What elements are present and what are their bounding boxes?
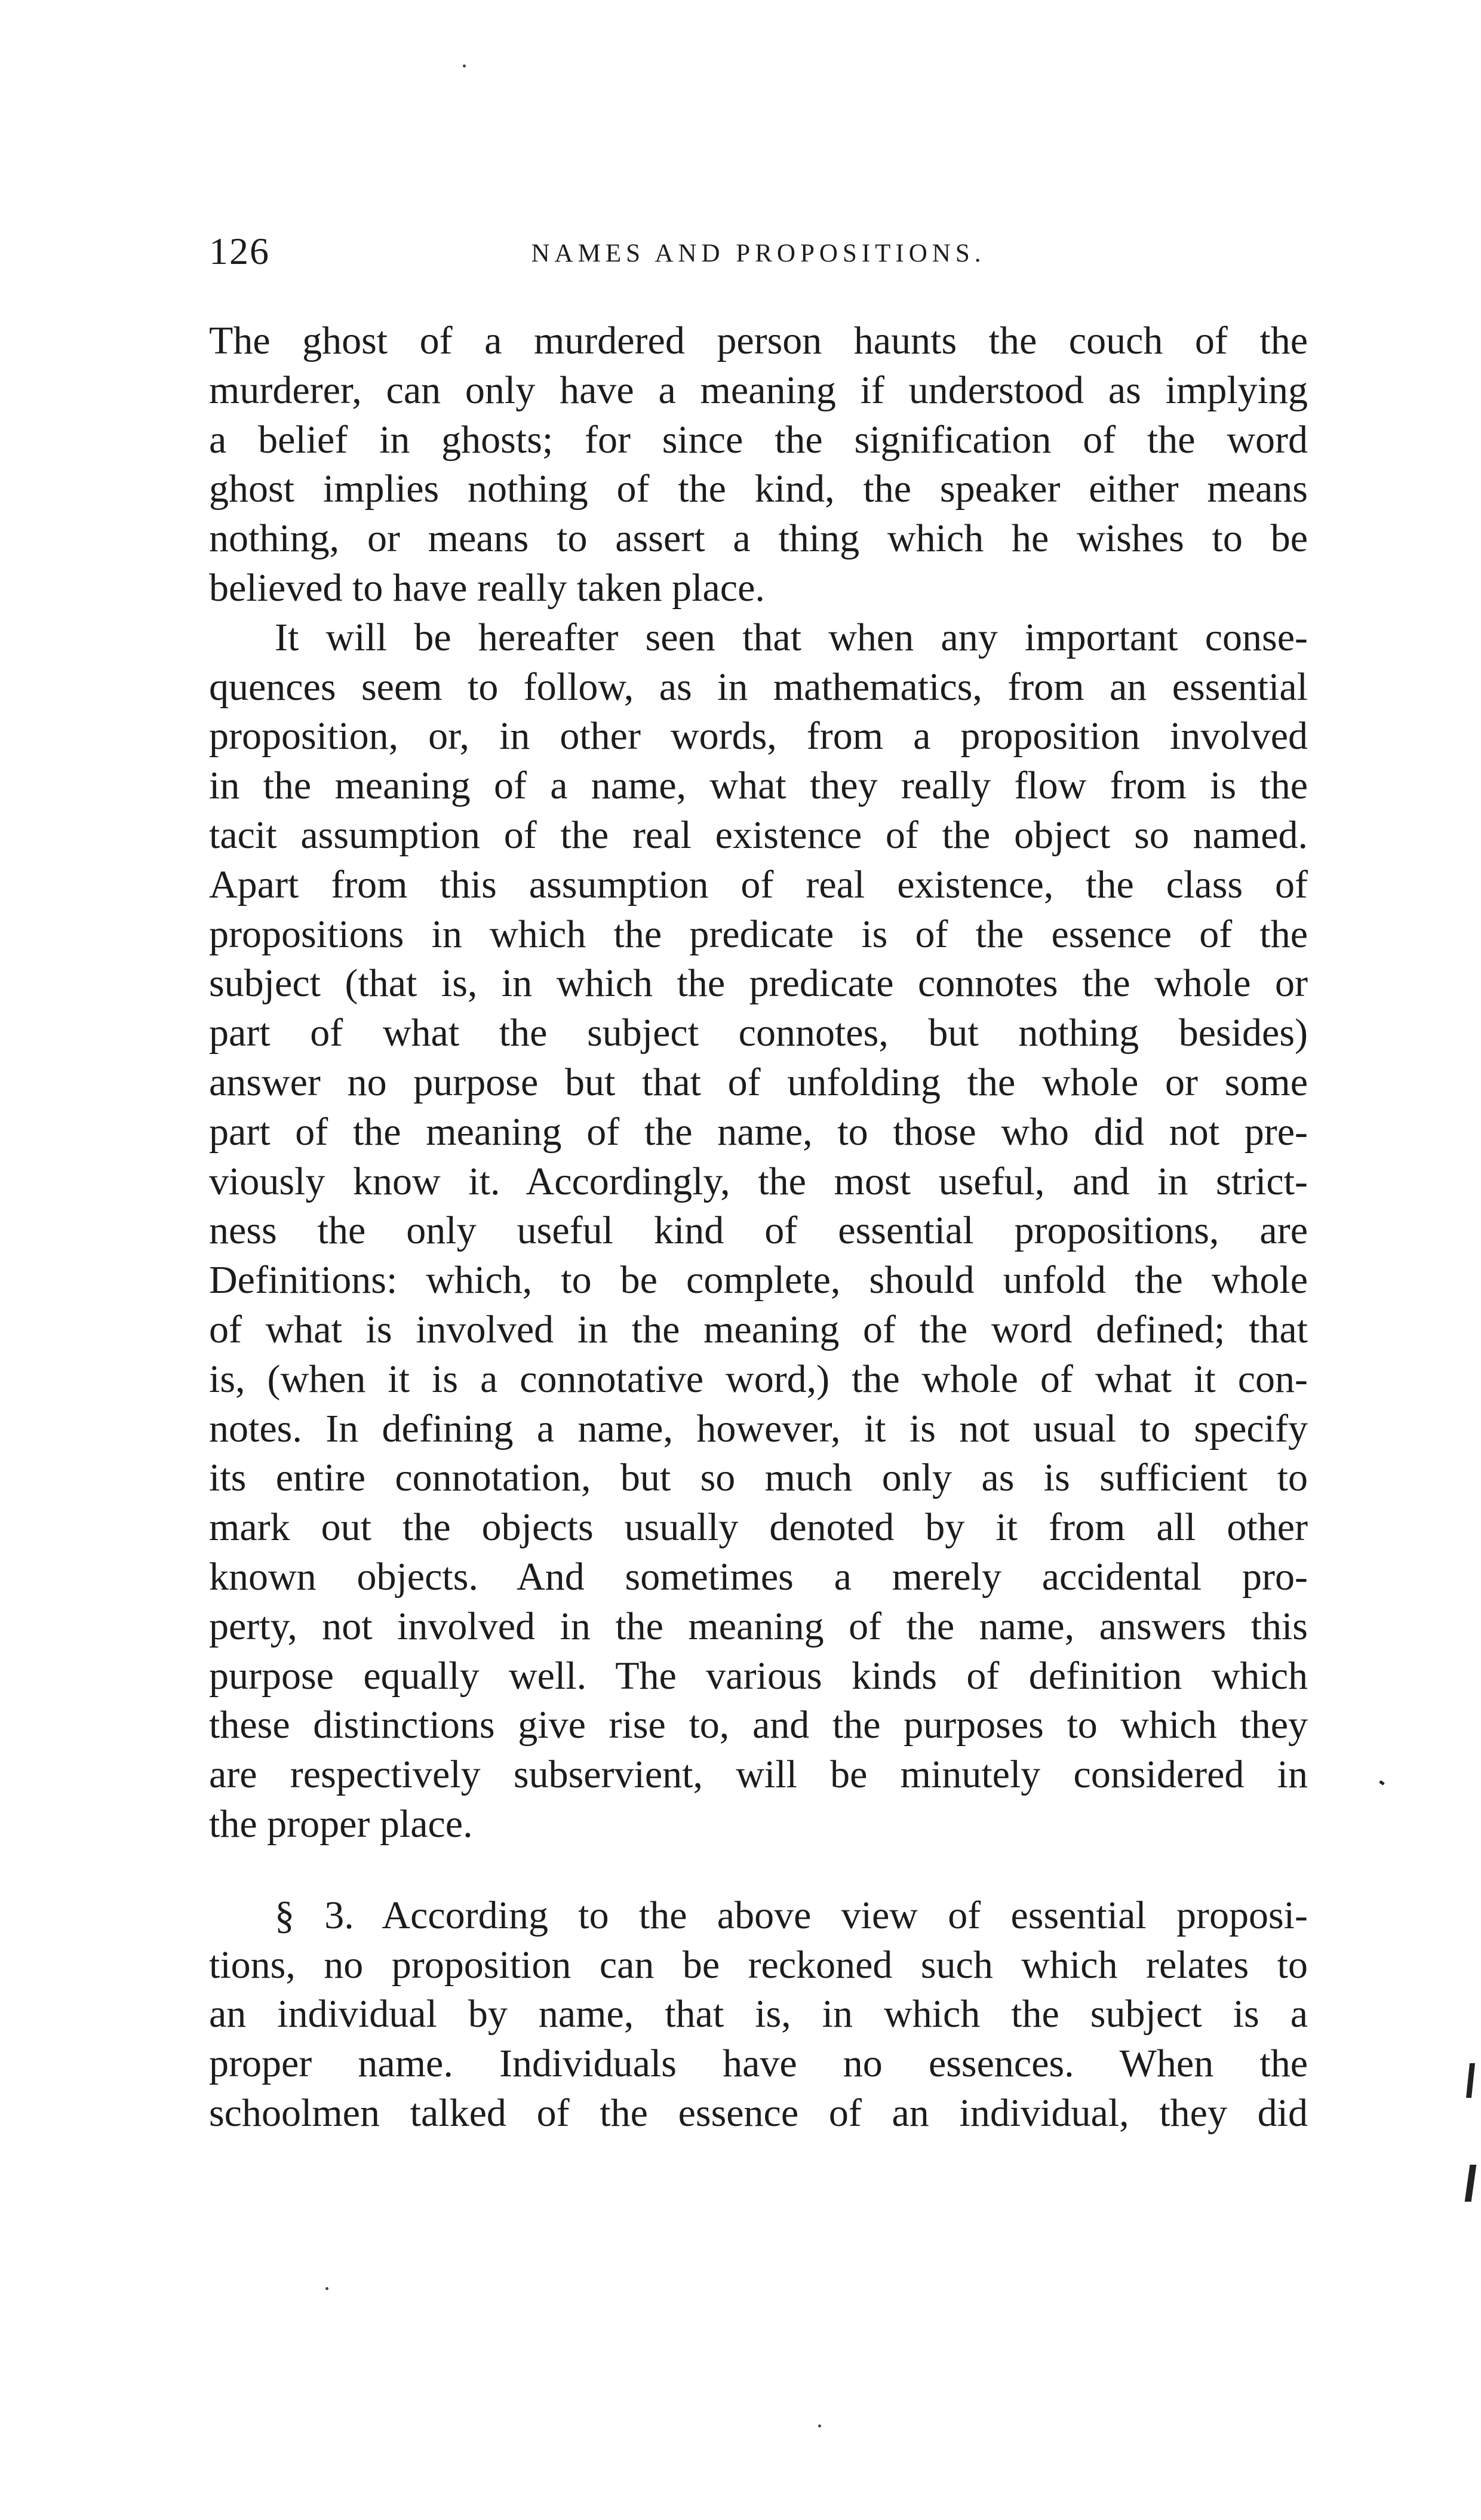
text-line: murderer, can only have a meaning if understood as implying xyxy=(209,368,1308,412)
text-line: in the meaning of a name, what they really flow from is the xyxy=(209,764,1308,808)
text-line: an individual by name, that is, in which the subject is a xyxy=(209,1992,1308,2036)
text-line: nothing, or means to assert a thing which he wishes to be xyxy=(209,517,1308,561)
text-line: notes. In defining a name, however, it is not usual to specify xyxy=(209,1406,1308,1450)
scan-speck xyxy=(818,2424,821,2427)
text-line: mark out the objects usually denoted by it from all other xyxy=(209,1505,1308,1550)
text-line: known objects. And sometimes a merely accidental pro- xyxy=(209,1554,1308,1599)
text-line: Apart from this assumption of real existence, the class of xyxy=(209,862,1308,906)
text-line: perty, not involved in the meaning of the name, answers this xyxy=(209,1604,1308,1648)
text-line: proper name. Individuals have no essences. When the xyxy=(209,2042,1308,2086)
page-number: 126 xyxy=(209,230,270,272)
text-line: The ghost of a murdered person haunts the couch of the xyxy=(209,319,1308,362)
text-line: the proper place. xyxy=(209,1802,473,1846)
scan-mark xyxy=(1465,2165,1477,2202)
paragraph-essential-propositions xyxy=(209,613,1308,1849)
text-line: Definitions: which, to be complete, should unfold the whole xyxy=(209,1258,1308,1302)
text-line: is, (when it is a connotative word,) the whole of what it con- xyxy=(209,1357,1308,1401)
paragraph-section-3 xyxy=(209,1891,1308,2138)
section-divider-space xyxy=(209,1849,1308,1891)
scan-mark xyxy=(1466,2063,1475,2098)
text-line: part of what the subject connotes, but nothing besides) xyxy=(209,1011,1308,1055)
text-line: answer no purpose but that of unfolding the whole or some xyxy=(209,1060,1308,1104)
text-line: ghost implies nothing of the kind, the speaker either means xyxy=(209,467,1308,511)
text-line: proposition, or, in other words, from a proposition involved xyxy=(209,714,1308,758)
text-line: its entire connotation, but so much only as is sufficient to xyxy=(209,1456,1308,1500)
text-line: a belief in ghosts; for since the signification of the word xyxy=(209,417,1308,462)
text-line: propositions in which the predicate is of the essence of the xyxy=(209,912,1308,956)
running-head: NAMES AND PROPOSITIONS. xyxy=(531,239,986,268)
text-line: viously know it. Accordingly, the most useful, and in strict- xyxy=(209,1159,1308,1203)
text-line: purpose equally well. The various kinds of definition which xyxy=(209,1654,1308,1698)
text-line: believed to have really taken place. xyxy=(209,566,765,610)
paragraph-ghost xyxy=(209,316,1308,613)
text-line: schoolmen talked of the essence of an individual, they did xyxy=(209,2091,1308,2135)
body-text xyxy=(209,316,1308,2138)
scan-speck xyxy=(325,2287,328,2290)
text-line: ness the only useful kind of essential propositions, are xyxy=(209,1209,1308,1253)
page-header xyxy=(209,229,1308,277)
text-line: quences seem to follow, as in mathematics, from an essential xyxy=(209,665,1308,709)
text-line: tions, no proposition can be reckoned such which relates to xyxy=(209,1943,1308,1987)
scan-speck xyxy=(463,64,466,67)
text-line: of what is involved in the meaning of the word defined; that xyxy=(209,1307,1308,1351)
text-line: are respectively subservient, will be minutely considered in xyxy=(209,1753,1308,1797)
scan-mark xyxy=(1379,1780,1384,1785)
text-line: tacit assumption of the real existence of the object so named. xyxy=(209,813,1308,857)
text-line: subject (that is, in which the predicate connotes the whole or xyxy=(209,961,1308,1006)
text-line: part of the meaning of the name, to those who did not pre- xyxy=(209,1110,1308,1154)
text-line: these distinctions give rise to, and the purposes to which they xyxy=(209,1703,1308,1747)
text-line: § 3. According to the above view of essential proposi- xyxy=(275,1893,1308,1937)
text-line: It will be hereafter seen that when any important conse- xyxy=(275,615,1308,659)
